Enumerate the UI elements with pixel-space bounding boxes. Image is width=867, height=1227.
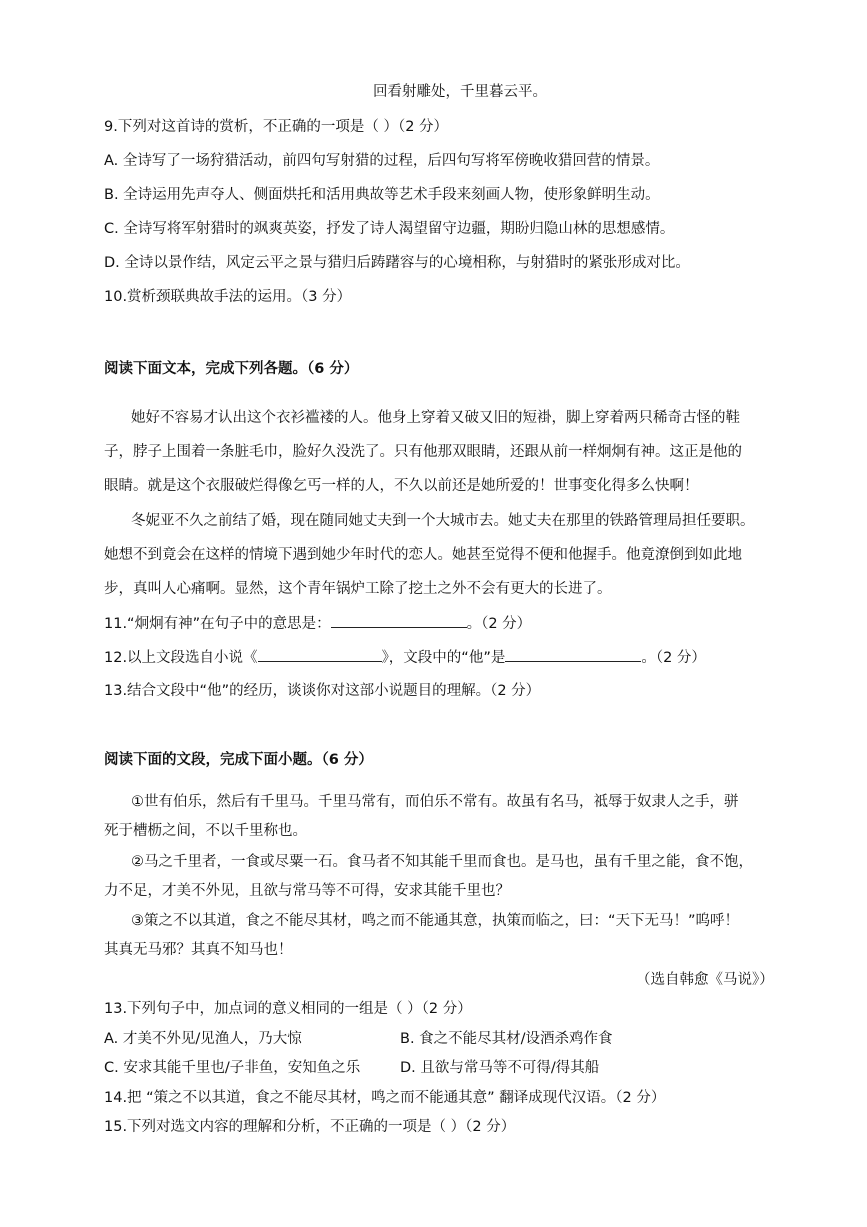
question-9-stem: 9.下列对这首诗的赏析，不正确的一项是（ ）（2 分） (104, 119, 449, 135)
passage-3-line: 力不足，才美不外见，且欲与常马等不可得，安求其能千里也？ (104, 883, 510, 899)
question-15: 15.下列对选文内容的理解和分析，不正确的一项是（ ）（2 分） (104, 1119, 516, 1135)
section-2-heading: 阅读下面文本，完成下列各题。（6 分） (104, 361, 359, 377)
question-11-score: 。（2 分） (466, 616, 532, 632)
passage-2-line: 冬妮亚不久之前结了婚，现在随同她丈夫到一个大城市去。她丈夫在那里的铁路管理局担任要职。 (131, 513, 755, 529)
question-9-option-c: C. 全诗写将军射猎时的飒爽英姿，抒发了诗人渴望留守边疆，期盼归隐山林的思想感情。 (104, 221, 675, 237)
question-14: 14.把 “策之不以其道，食之不能尽其材，鸣之而不能通其意” 翻译成现代汉语。（2 分） (104, 1090, 666, 1106)
passage-2-line: 眼睛。就是这个衣服破烂得像乞丐一样的人，不久以前还是她所爱的！世事变化得多么快啊！ (104, 478, 699, 494)
question-13-option-a: A. 才美不外见/见渔人，乃大惊 (104, 1031, 302, 1047)
passage-2-line: 步，真叫人心痛啊。显然，这个青年锅炉工除了挖土之外不会有更大的长进了。 (104, 581, 612, 597)
passage-2-line: 她好不容易才认出这个衣衫褴褛的人。他身上穿着又破又旧的短褂，脚上穿着两只稀奇古怪的鞋 (131, 410, 740, 426)
question-13-novel: 13.结合文段中“他”的经历，谈谈你对这部小说题目的理解。（2 分） (104, 683, 541, 699)
question-12-score: 。（2 分） (641, 650, 706, 666)
question-12 (104, 647, 706, 668)
question-12-text: 12.以上文段选自小说《 (104, 650, 258, 666)
answer-blank[interactable] (505, 647, 641, 662)
question-12-text-2: 》，文段中的“他”是 (381, 650, 506, 666)
passage-3-line: 其真无马邪？其真不知马也！ (104, 942, 293, 958)
passage-source: （选自韩愈《马说》） (636, 972, 774, 988)
passage-3-line: ①世有伯乐，然后有千里马。千里马常有，而伯乐不常有。故虽有名马，祗辱于奴隶人之手，骈 (131, 794, 739, 810)
section-3-heading: 阅读下面的文段，完成下面小题。（6 分） (104, 752, 373, 768)
passage-3-line: ③策之不以其道，食之不能尽其材，鸣之而不能通其意，执策而临之，曰：“天下无马！”呜呼！ (131, 913, 740, 929)
question-9-option-d: D. 全诗以景作结，风定云平之景与猎归后踌躇容与的心境相称，与射猎时的紧张形成对比。 (104, 255, 690, 271)
question-13-option-d: D. 且欲与常马等不可得/得其船 (400, 1060, 600, 1076)
poem-last-line: 回看射雕处，千里暮云平。 (373, 84, 547, 100)
question-13-option-b: B. 食之不能尽其材/设酒杀鸡作食 (400, 1031, 613, 1047)
question-9-option-b: B. 全诗运用先声夺人、侧面烘托和活用典故等艺术手段来刻画人物，使形象鲜明生动。 (104, 187, 660, 203)
passage-3-line: ②马之千里者，一食或尽粟一石。食马者不知其能千里而食也。是马也，虽有千里之能，食不饱， (131, 854, 753, 870)
passage-2-line: 她想不到竟会在这样的情境下遇到她少年时代的恋人。她甚至觉得不便和他握手。他竟潦倒到如此地 (104, 547, 742, 563)
answer-blank[interactable] (258, 647, 382, 662)
question-11-text: 11.“炯炯有神”在句子中的意思是： (104, 616, 331, 632)
passage-3-line: 死于槽枥之间，不以千里称也。 (104, 823, 307, 839)
question-13-stem: 13.下列句子中，加点词的意义相同的一组是（ ）（2 分） (104, 1001, 472, 1017)
question-10: 10.赏析颈联典故手法的运用。（3 分） (104, 289, 352, 305)
passage-2-line: 子，脖子上围着一条脏毛巾，脸好久没洗了。只有他那双眼睛，还跟从前一样炯炯有神。这正是他的 (104, 444, 742, 460)
answer-blank[interactable] (331, 613, 467, 628)
question-9-option-a: A. 全诗写了一场狩猎活动，前四句写射猎的过程，后四句写将军傍晚收猎回营的情景。 (104, 153, 660, 169)
question-11 (104, 613, 531, 634)
question-13-option-c: C. 安求其能千里也/子非鱼，安知鱼之乐 (104, 1060, 361, 1076)
